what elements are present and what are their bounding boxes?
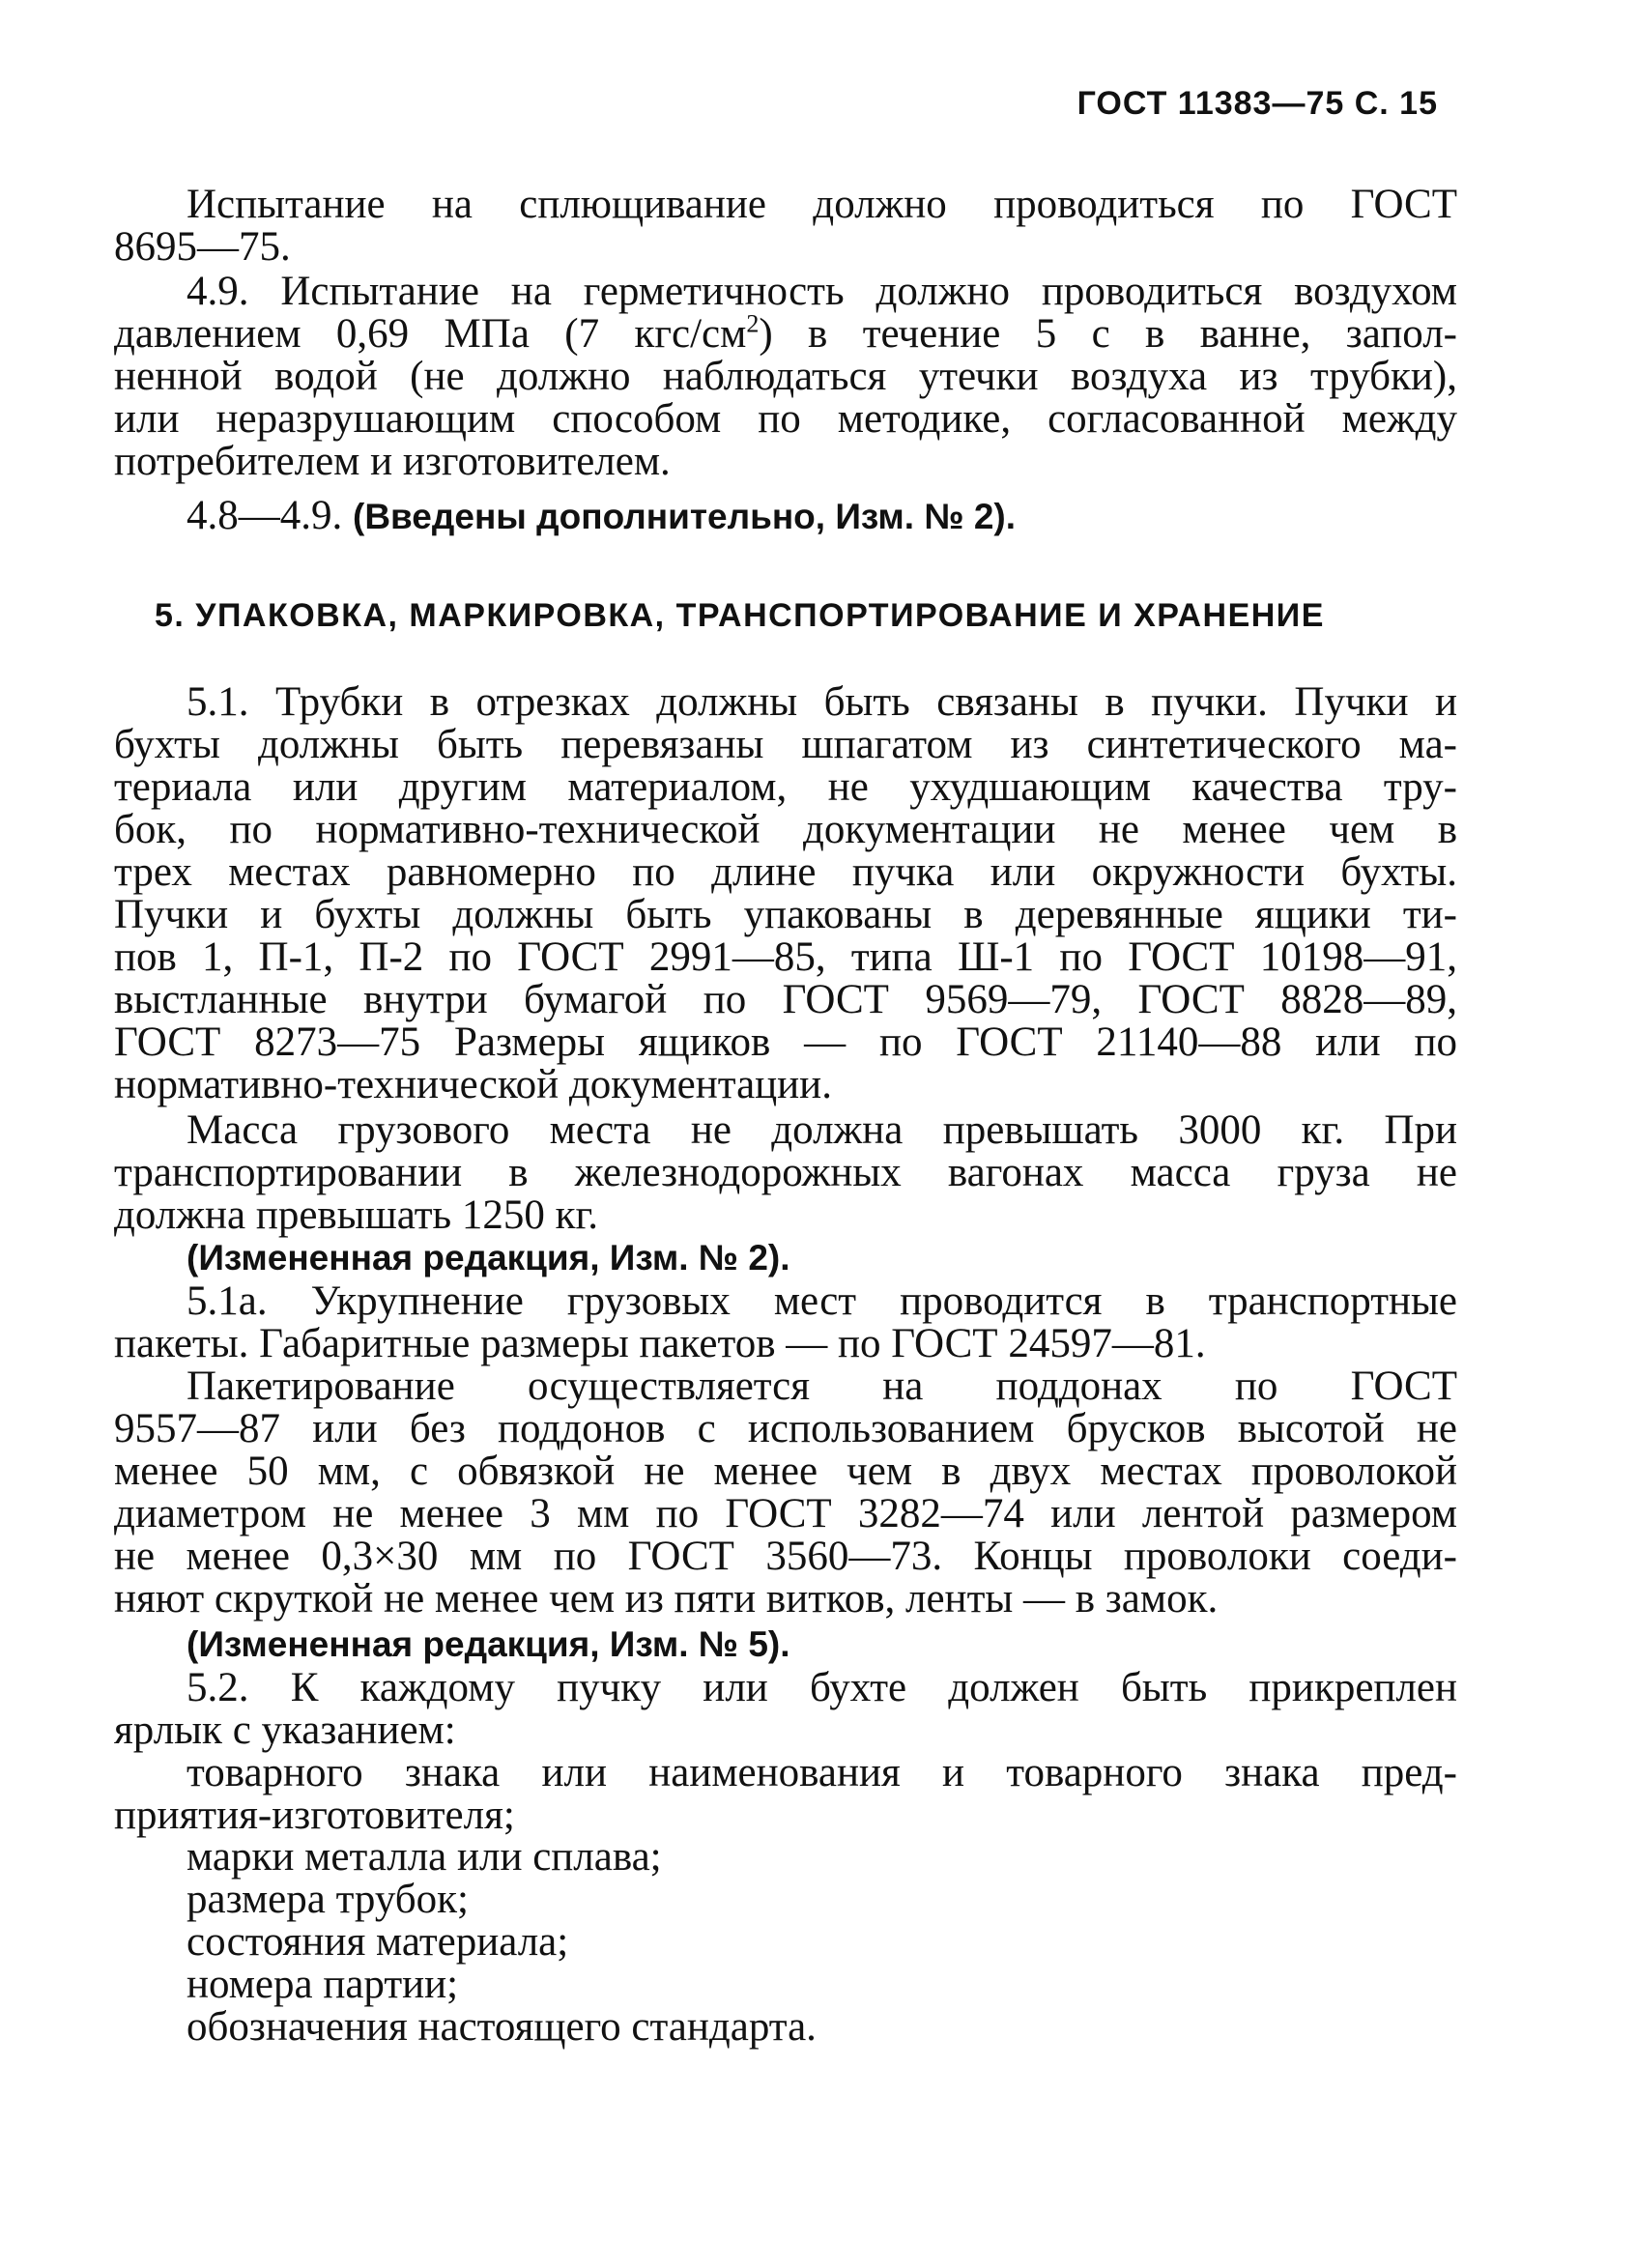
paragraph-line: 8695—75. bbox=[114, 224, 291, 270]
paragraph-line: пакеты. Габаритные размеры пакетов — по ГОСТ 24597—81. bbox=[114, 1321, 1206, 1366]
running-header: ГОСТ 11383—75 С. 15 bbox=[1076, 85, 1438, 122]
list-item: состояния материала; bbox=[187, 1919, 569, 1965]
paragraph-line: 5.2. К каждому пучку или бухте должен быть прикреплен bbox=[187, 1665, 1457, 1710]
paragraph-line: нормативно-технической документации. bbox=[114, 1062, 832, 1107]
list-item: обозначения настоящего стандарта. bbox=[187, 2004, 817, 2050]
clause-5-1a-packaging bbox=[114, 1365, 1457, 1621]
paragraph-line: 4.9. Испытание на герметичность должно проводиться воздухом bbox=[187, 269, 1457, 314]
paragraph-line: приятия-изготовителя; bbox=[114, 1793, 515, 1838]
paragraph-line: 5.1. Трубки в отрезках должны быть связаны в пучки. Пучки и bbox=[187, 679, 1457, 725]
clause-4-8-text bbox=[114, 184, 1457, 269]
superscript: 2 bbox=[746, 309, 760, 338]
paragraph-line: Масса грузового места не должна превышать 3000 кг. При bbox=[187, 1107, 1457, 1153]
paragraph-line bbox=[114, 495, 1457, 538]
paragraph-line: пов 1, П-1, П-2 по ГОСТ 2991—85, типа Ш-1 по ГОСТ 10198—91, bbox=[114, 934, 1457, 980]
note-bold: (Измененная редакция, Изм. № 2). bbox=[187, 1238, 790, 1278]
note-bold: (Измененная редакция, Изм. № 5). bbox=[187, 1624, 790, 1664]
paragraph-line: ненной водой (не должно наблюдаться утечки воздуха из трубки), bbox=[114, 354, 1457, 399]
paragraph-line: няют скруткой не менее чем из пяти витков, ленты — в замок. bbox=[114, 1576, 1219, 1622]
paragraph-line: или неразрушающим способом по методике, согласованной между bbox=[114, 396, 1457, 442]
amendment-note-4 bbox=[114, 495, 1457, 538]
paragraph-line: не менее 0,3×30 мм по ГОСТ 3560—73. Концы проволоки соеди- bbox=[114, 1534, 1457, 1579]
paragraph-line: товарного знака или наименования и товарного знака пред- bbox=[187, 1750, 1457, 1795]
paragraph-line bbox=[114, 309, 1457, 357]
paragraph-line: бухты должны быть перевязаны шпагатом из синтетического ма- bbox=[114, 722, 1457, 767]
paragraph-line: трех местах равномерно по длине пучка или окружности бухты. bbox=[114, 849, 1457, 895]
list-item: марки металла или сплава; bbox=[187, 1834, 662, 1880]
paragraph-line: 9557—87 или без поддонов с использованием брусков высотой не bbox=[114, 1406, 1457, 1451]
label-item-trademark bbox=[114, 1752, 1457, 1837]
clause-5-1-mass bbox=[114, 1109, 1457, 1237]
clause-5-2 bbox=[114, 1667, 1457, 1752]
paragraph-line: 5.1а. Укрупнение грузовых мест проводится в транспортные bbox=[187, 1278, 1457, 1324]
list-item: номера партии; bbox=[187, 1962, 459, 2007]
paragraph-line: ярлык с указанием: bbox=[114, 1708, 456, 1753]
paragraph-line: менее 50 мм, с обвязкой не менее чем в двух местах проволокой bbox=[114, 1449, 1457, 1494]
paragraph-line: Испытание на сплющивание должно проводиться по ГОСТ bbox=[187, 182, 1457, 227]
section-heading: 5. УПАКОВКА, МАРКИРОВКА, ТРАНСПОРТИРОВАНИЕ И ХРАНЕНИЕ bbox=[155, 597, 1325, 634]
paragraph-line: диаметром не менее 3 мм по ГОСТ 3282—74 или лентой размером bbox=[114, 1491, 1457, 1536]
paragraph-line: потребителем и изготовителем. bbox=[114, 439, 671, 484]
paragraph-line: Пакетирование осуществляется на поддонах по ГОСТ bbox=[187, 1364, 1457, 1409]
paragraph-line: териала или другим материалом, не ухудшающим качества тру- bbox=[114, 764, 1457, 810]
paragraph-line: выстланные внутри бумагой по ГОСТ 9569—79, ГОСТ 8828—89, bbox=[114, 977, 1457, 1022]
amendment-note-2 bbox=[114, 1237, 1457, 1279]
paragraph-line: транспортировании в железнодорожных вагонах масса груза не bbox=[114, 1150, 1457, 1195]
clause-5-1a bbox=[114, 1280, 1457, 1365]
paragraph-line: ГОСТ 8273—75 Размеры ящиков — по ГОСТ 21140—88 или по bbox=[114, 1019, 1457, 1065]
paragraph-line: Пучки и бухты должны быть упакованы в деревянные ящики ти- bbox=[114, 892, 1457, 937]
text-fragment: давлением 0,69 МПа (7 кгс/см bbox=[114, 311, 747, 357]
text-fragment: ) в течение 5 с в ванне, запол- bbox=[759, 311, 1457, 357]
clause-4-9 bbox=[114, 271, 1457, 483]
list-item: размера трубок; bbox=[187, 1877, 469, 1922]
note-reference: 4.8—4.9. bbox=[187, 493, 343, 538]
label-items-list bbox=[114, 1836, 1457, 2049]
note-bold: (Введены дополнительно, Изм. № 2). bbox=[353, 497, 1017, 536]
amendment-note-5 bbox=[114, 1623, 1457, 1666]
clause-5-1 bbox=[114, 681, 1457, 1106]
paragraph-line: должна превышать 1250 кг. bbox=[114, 1192, 599, 1238]
paragraph-line: бок, по нормативно-технической документации не менее чем в bbox=[114, 807, 1457, 852]
